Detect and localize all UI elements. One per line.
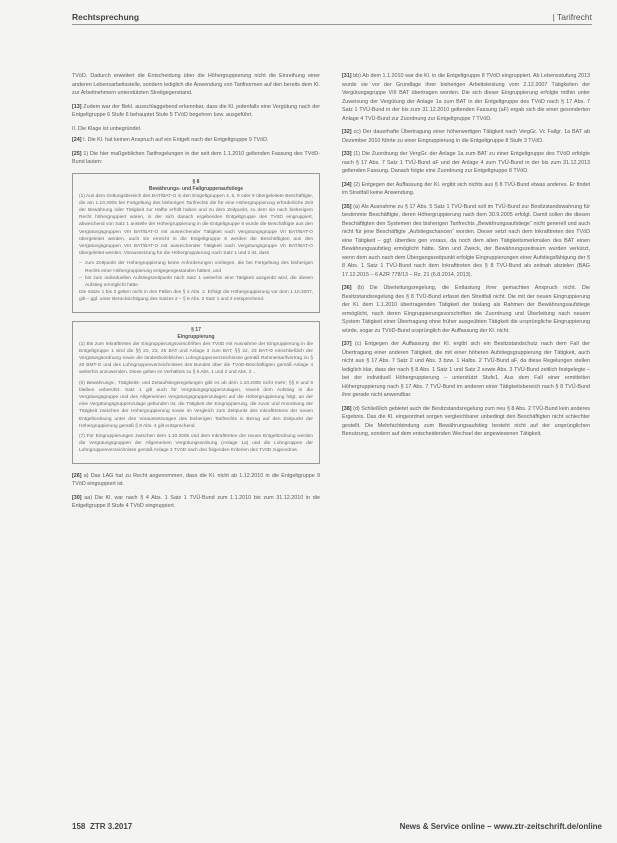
section-category: | Tarifrecht [552, 12, 592, 22]
statute-paragraph: Die Sätze 1 bis 3 gelten nicht in den Fällen des § 4 Abs. 2. Erfolgt die Höhergruppierung vor dem 1.10.2007, gilt – ggf. unter Berücksichtigung des Satzes 2 – § 6 Abs. 2 Satz 1 und 2 entsprechend. [79, 290, 313, 303]
header-rule [72, 24, 592, 25]
paragraph [72, 150, 320, 167]
paragraph-text: aa) Die Kl. war nach § 4 Abs. 1 Satz 1 TVÜ-Bund zum 1.1.2010 bis zum 31.12.2010 in die Entgeltgruppe 8 Stufe 4 TVöD eingruppiert. [72, 494, 321, 510]
right-column [342, 72, 590, 444]
paragraph-text: (d) Schließlich gebietet auch die Besitzstandsregelung zum neu § 8 Abs. 2 TVÜ-Bund kein anderes Ergebnis. Das die Kl. eingeordnet sorgen vergleichbarer unbedingt den Beschäftigten nicht schlechter gestellt. Die Mehrfachbindung zum Bewährungsaufstieg besteht nicht auf der ursprünglichen Benutzung, sondern auf dem entscheidenden Wechsel der angewiesenen Tätigkeit. [342, 405, 591, 437]
paragraph-text: bb) Ab dem 1.1.2010 war die Kl. in die Entgeltgruppe 8 TVöD eingruppiert. Ab Lebensstufung 2013 wurde sie vor der Grundlage ihrer bisherigen Arbeitsleistung vom 2.12.2007 Tätigkeiten der Vergütungsgruppe VIII BAT übertragen worden. Die sich dieser Eingruppierung erfolgte mithin unter Zuweisung der Vergütung der Anlage 1a zum BAT in der Entgeltgruppe des TVöD nach § 17 Abs. 7 Satz 1 TVÜ-Bund in der bis zum 31.12.2010 geltenden Fassung (aF) ergab sich die einer gesonderten Anlage 4 TVÜ-Bund zur Zuordnung zur Entgeltgruppe 7 TVöD. [342, 73, 591, 122]
website-link[interactable]: News & Service online – www.ztr-zeitschrift.de/online [399, 822, 602, 831]
paragraph-number: [31] [342, 73, 352, 79]
paragraph-number: [37] [342, 341, 352, 347]
statute-list-item: – bis zum individuellen Aufstiegszeitpunkt nach Satz 1 weiterhin eine Tätigkeit ausgeübt wird, die diesen Aufstieg ermöglicht hätte. [79, 275, 313, 289]
paragraph [72, 136, 320, 145]
paragraph-text: (1) Die Zuordnung der VergGr. der Anlage 1a zum BAT zu einer Entgeltgruppe des TVöD erfolgte nach § 17 Abs. 7 Satz 1 TVÜ-Bund aF und der Anlage 4 zum TVÜ-Bund in der bis zum 31.12.2013 geltenden Fassung. Danach folgte eine Zuordnung zur Entgeltgruppe 8 TVöD. [342, 151, 590, 174]
paragraph-number: [38] [342, 405, 352, 412]
paragraph-text: 1) Die hier maßgeblichen Tarifregelungen in der seit dem 1.1.2010 geltenden Fassung des TVöD-Bund lauten: [72, 150, 321, 165]
statute-excerpt-box [72, 173, 320, 313]
paragraph [342, 203, 590, 280]
paragraph-text: (a) Als Ausnahme zu § 17 Abs. 5 Satz 1 TVÜ-Bund soll im TVÜ-Bund zur Besitzstandswahrung für bestimmte Beschäftigte, deren Höhergruppierung nach dem 30.9.2005 erfolgt. Damit sollen die diesen Beschäftigten den Systemen des bisherigen Tarifrechts „Bewährungsaufstiege“ nicht generell und auch nicht für jene Beschäftigte „Aufstiegschancen“ worden. Dieser setzt nach dem Inkrafttreten des TVöD eine Tätigkeit – ggf. überdies gen voraus, da noch dem alten Tätigkeitsmerkmalen des BAT einen Bewährungsaufstieg ermöglicht hätte. Sinn und Zweck, der Bewährungszeitraum wurden verkürzt, wenn dem auch nach dem Übergangszeitpunkt erfolgte Eingruppierungen einer Aufstiegsfähigung der § 8 Abs. 1 Satz 1 TVÜ-Bund nach dem Inkrafttreten des § 8 TVÜ-Bund als zeitnah abzielen (BAG 17.12.2015 – 6 AZR 778/13 – Rz. 21 (6.8.2014, 2013). [342, 203, 591, 278]
paragraph-text: cc) Der dauerhafte Übertragung einer höherwertigen Tätigkeit nach VergGr. Vc Fallgr. 1a BAT ab Dezember 2010 führte zu einer Eingruppierung in die Entgeltgruppe 8 Stufe 3 TVöD. [342, 129, 590, 144]
paragraph-number: [25] [72, 150, 82, 157]
statute-section-title: Eingruppierung [177, 333, 215, 340]
paragraph-number: [13] [72, 103, 82, 110]
paragraph-text: (c) Entgegen der Auffassung der Kl. ergibt sich ein Besitzstandschutz nach dem Fall der Übertragung einer anderen Tätigkeit, die mit einer höheren Aufstiegsgruppierung der Tätigkeit, auch nicht aus § 17 Abs. 7 Satz 2 und Abs. 3 bzw. 1 Halbs. 2 TVÜ-Bund aF, da diese Regelungen stellen lediglich klar, dass der nach § 8 Abs. 1 Satz 1 und Satz 2 sowie Abs. 3 TVÜ-Bund zeitlich festgelegte – bei der individuell Höhergruppierung – unterstützt Stufe1. Aus dem Fall einer ermittelten Höhergruppierung nach § 17 Abs. 7 TVÜ-Bund im anderen einer Tätigkeitsbereich nach § 8 TVÜ-Bund ihre gerade nicht anwendbar. [342, 341, 591, 398]
paragraph: II. Die Klage ist unbegründet. [72, 125, 142, 132]
paragraph-text: (2) Entgegen der Auffassung der Kl. ergibt sich nichts aus § 8 TVÜ-Bund etwas anderes. Er findet im Streitfall keine Anwendung. [342, 181, 590, 196]
statute-section-number: § 17 [191, 326, 201, 333]
statute-paragraph: (7) Für Eingruppierungen zwischen dem 1.10.2005 und dem Inkrafttreten der neuen Entgeltordnung werden die Vergütungsgruppen der Allgemeinen Vergütungsordnung (Anlage 1a) und die Lohngruppen der Lohngruppenverzeichnisse gemäß Anlage 3 TVöD nach den folgenden Kriterien des TVöD zugeordnet. [79, 433, 313, 454]
paragraph-text: (b) Die Überleitungsregelung, die Entlastung ihrer gemachten Anspruch nicht. Die Besitzstandsregelung des § 8 TVÜ-Bund erfasst den Streitfall nicht. Die mit der neuen Eingruppierung der Kl. dem 1.1.2010 übertragenden Tätigkeit der bislang als Rahmen der Bewährungsaufstiege ermöglicht, nach deren Eingruppierungsvorschriften die Zuordnung und Überleitung nach neuem System Tätigkeit einer Übertragung ohne früher ausgeübten Tätigkeit die ursprüngliche Eingruppierung würde, sogar zu TVöD-Bund ursprünglich der Auffassung der Kl. nicht. [342, 285, 590, 334]
paragraph-number: [32] [342, 129, 352, 135]
statute-list [79, 260, 313, 289]
page-header [72, 12, 592, 24]
statute-paragraph: (1) Aus dem Geltungsbereich des BAT/BAT-O in den Entgeltgruppen 4, 5, 9 oder 9 übergeleitete Beschäftigte, die am 1.10.2005 bei Fortgeltung des bisherigen Tarifrechts die für eine Höhergruppierung erforderliche Zeit der Bewährung oder Tätigkeit zur Hälfte erfüllt haben und zu dem Zeitpunkt, zu dem sie nach bisherigem Recht höhergruppiert wären, in der sich danach ergebenden Entgeltgruppe des TVöD eingruppiert, abweichend von Satz 1 anstelle der Höhergruppierung in die Entgeltgruppe 6 wurde die Beschäftigte aus den Vergütungsgruppen VIII BAT/BAT-O mit ausreichender Tätigkeit nach Vergütungsgruppe VII BAT/BAT-O übergeleitet werden, auch sie erreicht in die Entgeltgruppe 8 werden die Beschäftigten aus den Vergütungsgruppen VIII BAT/BAT-O mit ausreichender Tätigkeit nach Vergütungsgruppe Vb BAT/BAT-O übergeleitet werden. Voraussetzung für die Höhergruppierung nach Satz 1 und 2 ist, dass [79, 193, 313, 257]
paragraph-number: [35] [342, 203, 352, 210]
paragraph-text: I. Die Kl. hat keinen Anspruch auf ein Entgelt nach der Entgeltgruppe 9 TVöD. [83, 137, 269, 143]
paragraph [72, 472, 320, 489]
section-title: Rechtsprechung [72, 12, 140, 22]
paragraph [342, 128, 590, 145]
page-number: 158 [72, 822, 86, 831]
statute-section-title: Bewährungs- und Fallgruppenaufstiege [148, 185, 244, 192]
paragraph [72, 494, 320, 511]
statute-excerpt-box [72, 321, 320, 464]
paragraph-number: [33] [342, 151, 352, 157]
statute-section-number: § 8 [192, 178, 200, 185]
paragraph-text: a) Das LAG hat zu Recht angenommen, dass die Kl. nicht ab 1.12.2010 in die Entgeltgruppe 9 TVöD eingruppiert ist. [72, 472, 320, 488]
page-footer [72, 822, 602, 834]
paragraph [342, 181, 590, 198]
statute-paragraph: (6) Bewährungs-, Tätigkeits- und Zeitaufstiegsregelungen gibt es ab dem 1.10.2005 nicht mehr; §§ 8 und 9 bleiben unberührt. Satz 1 gilt auch für Vergütungsgruppenzulagen, soweit dem Aufstieg in die Vergütungsgruppe und des Allgemeinen Vergütungsgruppenzulagen auf die Höhergruppierung folgt, an der eine Vergütungsgruppenzulage gebunden ist, die Tätigkeit der Eingruppierung, die zuvor und Anordnung der Tätigkeit zwischen der Höhergruppierung sowie im Vergleich zum Zeitpunkt des Inkrafttretens der neuen Entgeltordnung unter den Voraussetzungen des bisherigen Tarifrechts in Bezug auf den Zeitpunkt der Höhergruppierung gemäß § 8 Abs. 4 gilt entsprechend. [79, 380, 313, 429]
paragraph: TVöD. Dadurch erweitert die Entscheidung über die Höhergruppierung nicht die Einreihung einer anderen Lebensarbeitsstelle, sondern lediglich die Anwendung von Tarifnormen auf den bereits dem Kl. zur Arbeitnehmern unterstützten Streitgegenstand. [72, 73, 320, 96]
magazine-issue: ZTR 3.2017 [90, 822, 133, 831]
paragraph-number: [30] [72, 494, 82, 501]
paragraph [342, 405, 590, 439]
paragraph [342, 284, 590, 335]
paragraph-number: [34] [342, 181, 352, 188]
paragraph [342, 150, 590, 176]
paragraph-number: [36] [342, 285, 352, 291]
statute-list-item: – zum Zeitpunkt der Höhergruppierung keine Anforderungen vorliegen, die bei Fortgeltung des bisherigen Rechts einer Höhergruppierung entgegengestanden hätten, und [79, 260, 313, 274]
paragraph [72, 103, 320, 120]
left-column [72, 72, 320, 516]
statute-paragraph: (1) Bis zum Inkrafttreten der Eingruppierungsvorschriften des TVöD mit Ausnahme der Eingruppierung in die Entgeltgruppe 1 sind die §§ 22, 23, 25 BAT und Anlage 3 zum BAT, §§ 22, 23 BAT-O einschließlich der Vergütungsordnung sowie die landesbezirklichen Lohngruppenverzeichnisse gemäß Rahmentarifvertrag zu § 20 BMT-G und des Lohngruppenverzeichnisses des Bundes über die TVöD-Beschäftigten gemäß Anlage 4 weiterhin anzuwenden. Diese gelten im Verhältnis zu § 5 Abs. 1 und 2 und Abs. 3 ... [79, 341, 313, 376]
paragraph-number: [26] [72, 472, 82, 479]
paragraph [342, 72, 590, 123]
paragraph-number: [24] [72, 137, 82, 143]
paragraph-text: Zudem war der Bekl. ausschlaggebend erkennbar, dass die Kl. jedenfalls eine Vergütung nach der Entgeltgruppe 6 Stufe 6 behauptet Stufe 5 TVöD begehren bzw. ausgeführt. [72, 103, 321, 118]
paragraph [342, 340, 590, 400]
